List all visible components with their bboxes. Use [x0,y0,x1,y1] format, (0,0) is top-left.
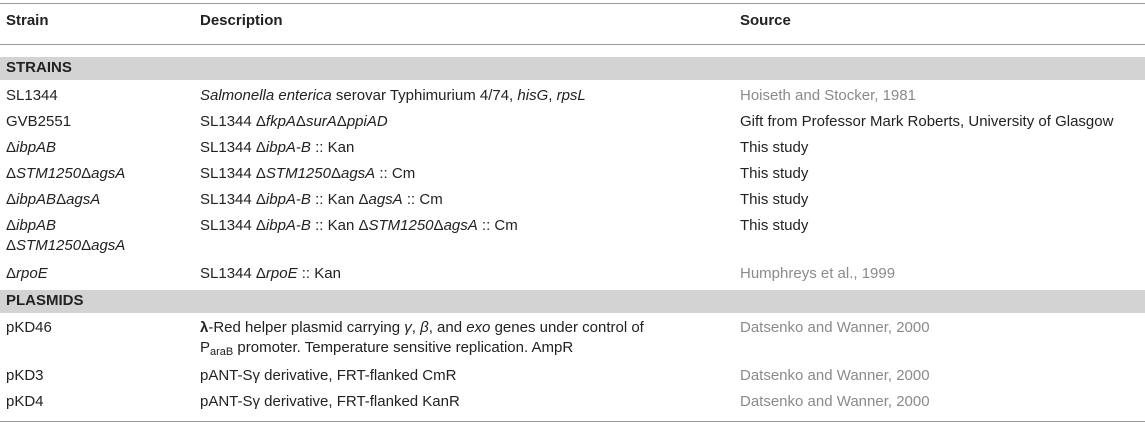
description-cell: Salmonella enterica serovar Typhimurium 4/74, hisG, rpsL [200,87,586,104]
description-cell: SL1344 ΔibpA-B :: Kan [200,139,355,156]
header-strain: Strain [6,12,49,29]
source-cell: This study [740,191,809,208]
description-cell: SL1344 ΔibpA-B :: Kan ΔagsA :: Cm [200,191,443,208]
strain-cell: pKD46 [6,319,52,336]
header-row [0,0,1145,44]
strain-cell: ΔibpABΔagsA [6,191,101,208]
source-cell: Humphreys et al., 1999 [740,265,896,282]
strain-cell: ΔibpAB [6,139,57,156]
section-plasmids-label: PLASMIDS [6,292,84,309]
strain-cell: SL1344 [6,87,58,104]
strain-cell: GVB2551 [6,113,72,130]
section-strains-label: STRAINS [6,59,72,76]
description-cell: SL1344 ΔibpA-B :: Kan ΔSTM1250ΔagsA :: Cm [200,217,518,234]
source-cell: Hoiseth and Stocker, 1981 [740,87,916,104]
source-cell: Datsenko and Wanner, 2000 [740,367,930,384]
source-cell: This study [740,139,809,156]
header-description: Description [200,12,283,29]
description-cell: λ-Red helper plasmid carrying γ, β, and exo genes under control of $P_{araB}$ promoter. Temperature sensitive replication. AmpR [200,319,644,358]
description-cell: pANT-Sγ derivative, FRT-flanked CmR [200,367,457,384]
description-cell: SL1344 ΔSTM1250ΔagsA :: Cm [200,165,416,182]
description-cell: pANT-Sγ derivative, FRT-flanked KanR [200,393,460,410]
source-cell: This study [740,217,809,234]
section-plasmids [0,290,1145,313]
strain-cell: ΔibpAB ΔSTM1250ΔagsA [6,217,126,254]
header-source: Source [740,12,791,29]
strain-cell: ΔSTM1250ΔagsA [6,165,126,182]
header-rule [0,44,1145,45]
source-cell: Datsenko and Wanner, 2000 [740,319,930,336]
strain-cell: pKD3 [6,367,44,384]
source-cell: Datsenko and Wanner, 2000 [740,393,930,410]
description-cell: SL1344 ΔrpoE :: Kan [200,265,341,282]
strain-cell: pKD4 [6,393,44,410]
source-cell: Gift from Professor Mark Roberts, University of Glasgow [740,113,1114,130]
section-strains [0,57,1145,80]
strain-cell: ΔrpoE [6,265,48,282]
description-cell: SL1344 ΔfkpAΔsurAΔppiAD [200,113,388,130]
source-cell: This study [740,165,809,182]
bottom-rule [0,421,1145,422]
